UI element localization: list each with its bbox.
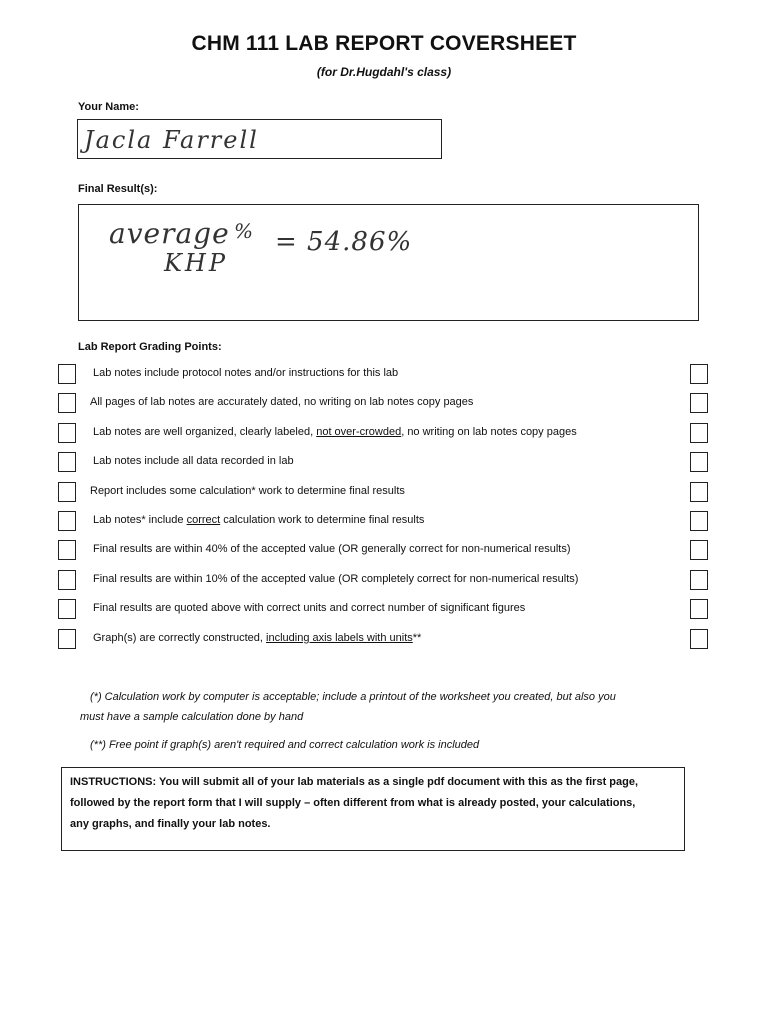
grading-item-u: including axis labels with units [266, 632, 413, 644]
grading-item [90, 396, 473, 408]
footnote-free-point: (**) Free point if graph(s) aren't required and correct calculation work is included [90, 739, 480, 751]
name-label: Your Name: [78, 101, 139, 113]
grading-item [90, 485, 405, 497]
grading-item [93, 426, 577, 438]
grading-checkbox-left[interactable] [58, 570, 76, 590]
result-word-khp: KHP [164, 249, 229, 277]
grading-item [93, 455, 294, 467]
grading-item [93, 602, 525, 614]
grading-item-pre: Graph(s) are correctly constructed, [93, 632, 267, 644]
grading-item [93, 632, 421, 644]
grading-item [93, 543, 571, 555]
grading-item-pre: Lab notes include protocol notes and/or instructions for this lab [93, 367, 399, 379]
grading-checkbox-right[interactable] [690, 629, 708, 649]
instructions-line3: any graphs, and finally your lab notes. [70, 818, 271, 830]
grading-item-u: not over-crowded [316, 426, 402, 438]
result-word-average: average [109, 217, 230, 250]
instructions-box [61, 767, 685, 851]
grading-item-pre: Final results are quoted above with correct units and correct number of significant figures [93, 602, 526, 614]
grading-item [93, 573, 578, 585]
final-result-label: Final Result(s): [78, 183, 158, 195]
grading-checkbox-right[interactable] [690, 511, 708, 531]
grading-item-pre: Report includes some calculation* work to determine final results [90, 485, 405, 497]
grading-item-pre: All pages of lab notes are accurately dated, no writing on lab notes copy pages [90, 396, 474, 408]
grading-item-post: calculation work to determine final results [220, 514, 425, 526]
grading-item [93, 367, 398, 379]
grading-checkbox-right[interactable] [690, 599, 708, 619]
grading-item-post: ** [412, 632, 422, 644]
grading-checkbox-left[interactable] [58, 599, 76, 619]
name-value: Jacla Farrell [84, 126, 259, 154]
grading-item-post: , no writing on lab notes copy pages [401, 426, 577, 438]
grading-checkbox-left[interactable] [58, 629, 76, 649]
grading-checkbox-left[interactable] [58, 393, 76, 413]
footnote-calculation-line1: (*) Calculation work by computer is acceptable; include a printout of the worksheet you created, but also you [90, 691, 616, 703]
grading-checkbox-left[interactable] [58, 540, 76, 560]
grading-heading: Lab Report Grading Points: [78, 341, 222, 353]
grading-checkbox-left[interactable] [58, 482, 76, 502]
grading-checkbox-right[interactable] [690, 540, 708, 560]
instructions-label: INSTRUCTIONS: [70, 776, 157, 788]
instructions-line1: You will submit all of your lab materials as a single pdf document with this as the first page, [156, 776, 639, 788]
grading-item-pre: Final results are within 40% of the accepted value (OR generally correct for non-numerical results) [93, 543, 571, 555]
grading-checkbox-left[interactable] [58, 511, 76, 531]
grading-checkbox-left[interactable] [58, 423, 76, 443]
footnote-calculation [80, 687, 700, 727]
grading-checkbox-right[interactable] [690, 364, 708, 384]
instructions-line2: followed by the report form that I will supply – often different from what is already posted, your calculations, [70, 797, 636, 809]
grading-checkbox-right[interactable] [690, 482, 708, 502]
grading-checkbox-right[interactable] [690, 393, 708, 413]
result-percent-symbol: % [234, 219, 255, 243]
final-result-field[interactable] [78, 204, 699, 321]
name-field[interactable] [77, 119, 442, 159]
grading-item-pre: Lab notes* include [93, 514, 187, 526]
result-equation: = 54.86% [275, 227, 413, 257]
instructions-text [62, 768, 684, 839]
grading-item-pre: Lab notes include all data recorded in lab [93, 455, 294, 467]
page-title: CHM 111 LAB REPORT COVERSHEET [191, 32, 577, 55]
grading-item-pre: Final results are within 10% of the accepted value (OR completely correct for non-numerical results) [93, 573, 579, 585]
grading-item [93, 514, 424, 526]
grading-checkbox-right[interactable] [690, 570, 708, 590]
footnote-calculation-line2: must have a sample calculation done by hand [80, 711, 304, 723]
grading-item-pre: Lab notes are well organized, clearly labeled, [93, 426, 317, 438]
grading-checkbox-left[interactable] [58, 452, 76, 472]
grading-checkbox-left[interactable] [58, 364, 76, 384]
page-subtitle: (for Dr.Hugdahl's class) [316, 65, 452, 79]
grading-item-u: correct [186, 514, 221, 526]
grading-checkbox-right[interactable] [690, 423, 708, 443]
grading-checkbox-right[interactable] [690, 452, 708, 472]
